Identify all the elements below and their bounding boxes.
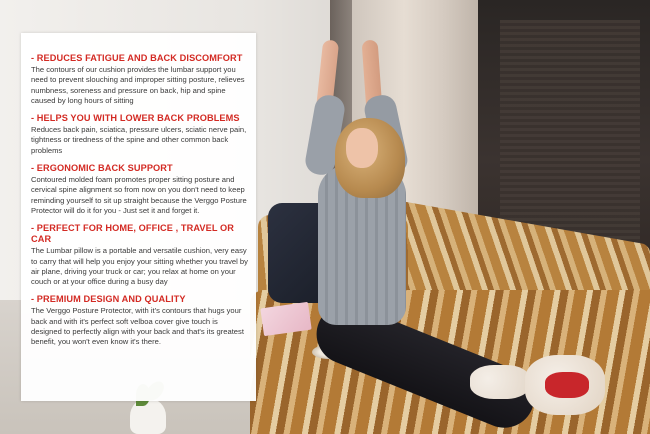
slipper-left (470, 365, 530, 399)
feature-heading: - REDUCES FATIGUE AND BACK DISCOMFORT (31, 53, 243, 63)
feature-heading: - PREMIUM DESIGN AND QUALITY (31, 294, 186, 305)
slipper-accent (545, 372, 589, 398)
feature-description: Contoured molded foam promotes proper sitting posture and cervical spine alignment so from now on you don't need to keep reminding yourself to sit up straight because the Verggo Posture Protector will do it for you - Just set it and forget it. (31, 175, 247, 215)
feature-section (31, 223, 248, 287)
woman-face (346, 128, 378, 168)
feature-heading: - PERFECT FOR HOME, OFFICE , TRAVEL OR CAR (31, 223, 235, 245)
feature-section (31, 53, 248, 106)
feature-heading: - ERGONOMIC BACK SUPPORT (31, 163, 173, 174)
feature-section (31, 294, 248, 347)
feature-section (31, 163, 248, 216)
feature-section (31, 113, 248, 156)
feature-description: Reduces back pain, sciatica, pressure ulcers, sciatic nerve pain, tightness or tiredness of the spine and other common back problems (31, 125, 247, 155)
feature-description: The Lumbar pillow is a portable and versatile cushion, very easy to carry that will help you enjoy your sitting whether you travel by air plane, driving your truck or car; you relax at home on your couch or at your office during a busy day (31, 246, 248, 287)
feature-heading: - HELPS YOU WITH LOWER BACK PROBLEMS (31, 113, 240, 124)
feature-description: The contours of our cushion provides the lumbar support you need to prevent slouching and improper sitting posture, relieves numbness, soreness and pressure on back, hip and spine caused by long hours of sitting (31, 65, 245, 105)
feature-text-panel (21, 33, 256, 401)
feature-description: The Verggo Posture Protector, with it's contours that hugs your back and with it's perfect soft velboa cover give touch is designed to perfectly align with your back and that's its greatest benefit, you won't even know it's there. (31, 306, 244, 347)
